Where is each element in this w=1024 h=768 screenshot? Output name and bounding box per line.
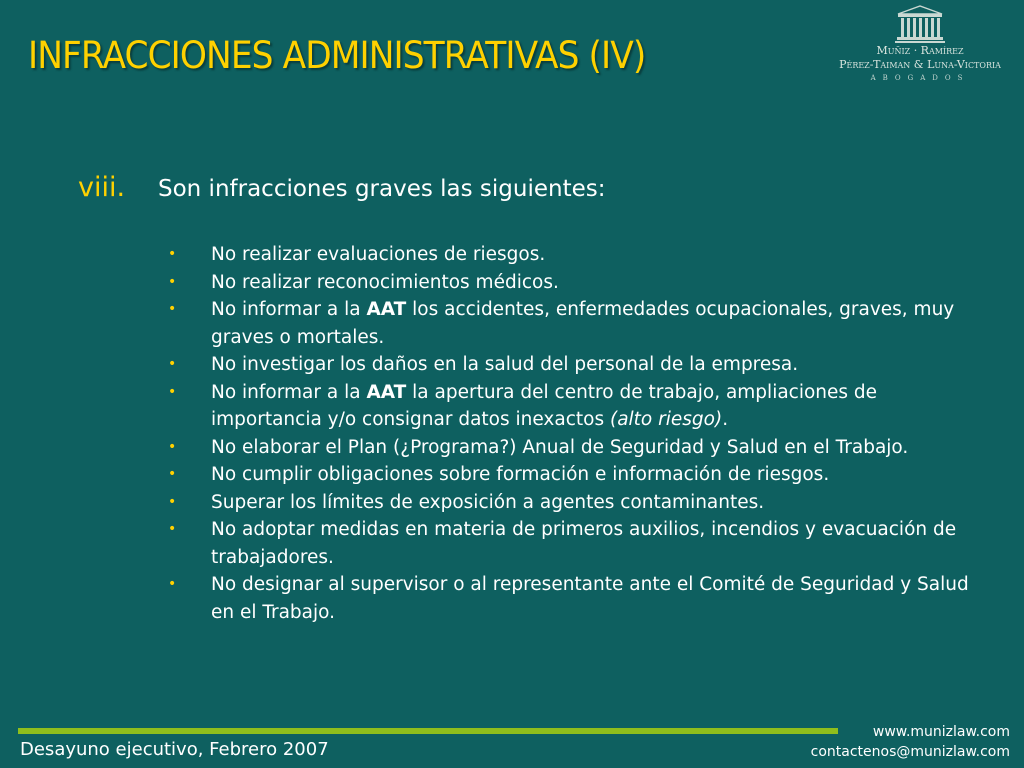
footer-accent-bar [18,728,838,734]
infractions-list [168,241,988,626]
bullet-icon: • [168,521,177,537]
list-item [168,489,988,517]
section-heading [78,172,606,203]
item-text: No investigar los daños en la salud del personal de la empresa. [211,354,799,375]
bullet-icon: • [168,493,177,510]
item-text: No adoptar medidas en materia de primeros auxilios, incendios y evacuación de trabajadores. [211,519,957,568]
footer-event: Desayuno ejecutivo, Febrero 2007 [20,739,329,760]
bullet-icon: • [168,356,177,372]
list-item [168,379,988,434]
list-item [168,461,988,489]
section-lead: Son infracciones graves las siguientes: [158,176,606,202]
section-number: viii. [78,172,126,203]
slide-title: INFRACCIONES ADMINISTRATIVAS (IV) [28,34,646,77]
item-text: No informar a la [211,381,367,403]
item-text: No cumplir obligaciones sobre formación e información de riesgos. [211,464,830,485]
firm-logo [818,4,1022,82]
bullet-icon: • [168,246,177,262]
bullet-icon: • [168,383,177,400]
item-text-italic: (alto riesgo) [609,409,723,430]
bullet-icon: • [168,438,177,455]
classical-building-icon [895,4,945,44]
item-text: . [722,409,729,430]
list-item [168,571,988,626]
list-item [168,241,988,269]
item-text: Superar los límites de exposición a agentes contaminantes. [211,491,765,513]
item-text: No elaborar el Plan (¿Programa?) Anual de Seguridad y Salud en el Trabajo. [211,436,909,458]
logo-tagline: ABOGADOS [870,74,970,82]
item-text-bold: AAT [366,299,407,320]
list-item [168,516,988,571]
item-text: No realizar reconocimientos médicos. [211,271,559,293]
item-text: No realizar evaluaciones de riesgos. [211,244,546,265]
footer-website: www.munizlaw.com [872,724,1010,740]
item-text: No informar a la [211,299,367,320]
logo-firm-line-2: Pérez-Taiman & Luna-Victoria [839,58,1001,71]
bullet-icon: • [168,273,177,290]
item-text-bold: AAT [366,381,407,403]
item-text: No designar al supervisor o al representante ante el Comité de Seguridad y Salud en el Trabajo. [211,574,969,623]
item-text: los accidentes, enfermedades ocupacionales, graves, muy graves o mortales. [211,299,955,348]
footer-email: contactenos@munizlaw.com [810,744,1010,760]
list-item [168,296,988,351]
bullet-icon: • [168,301,177,317]
item-text: la apertura del centro de trabajo, ampliaciones de importancia y/o consignar datos inexactos [211,381,878,430]
bullet-icon: • [168,576,177,592]
list-item [168,434,988,462]
list-item [168,351,988,379]
bullet-icon: • [168,466,177,482]
logo-firm-line-1: Muñiz · Ramírez [876,44,964,57]
footer-contact [811,722,1010,762]
list-item [168,269,988,297]
